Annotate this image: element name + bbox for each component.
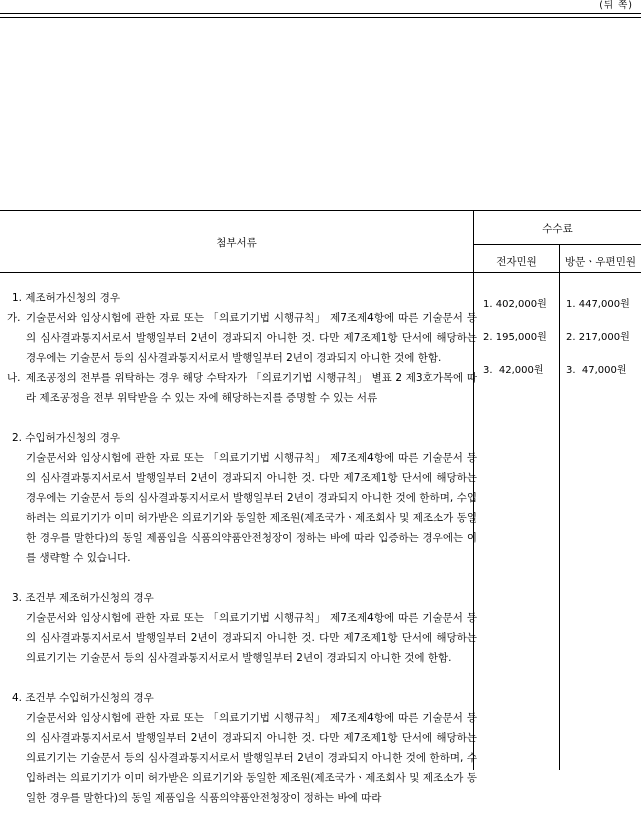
section-text: 기술문서와 임상시험에 관한 자료 또는 「의료기기법 시행규칙」 제7조제4항에 따른 기술문서 등의 심사결과통지서로서 발행일부터 2년이 경과되지 아니한 것. 다만 제7조제1항 단서에 해당하는 의료기기는 기술문서 등의 심사결과통지서로서 발행일부터 2년이 경과되지 아니한 것에 한하며, 수입하려는 의료기기가 이미 허가받은 의료기기와 동일한 제조원(제조국가ㆍ제조회사 및 제조소가 동일한 경우를 말한다)의 동일 제품임을 식품의약품안전청장이 정하는 바에 따라 xyxy=(26,712,477,804)
header-documents: 첨부서류 xyxy=(216,237,257,249)
fee-electronic-2: 2. 195,000원 xyxy=(483,332,547,343)
header-bottom-border xyxy=(0,272,641,273)
attachments-fee-table xyxy=(0,210,641,804)
section-text: 기술문서와 임상시험에 관한 자료 또는 「의료기기법 시행규칙」 제7조제4항에 따른 기술문서 등의 심사결과통지서로서 발행일부터 2년이 경과되지 아니한 것. 다만 제7조제1항 단서에 해당하는 의료기기는 기술문서 등의 심사결과통지서로서 발행일부터 2년이 경과되지 아니한 것에 한함. xyxy=(26,612,477,664)
section-conditional-import xyxy=(12,688,477,808)
fee-visit-1: 1. 447,000원 xyxy=(566,299,630,310)
fee-header-divider xyxy=(473,244,641,245)
header-electronic: 전자민원 xyxy=(496,256,537,268)
list-item xyxy=(7,368,477,408)
header-fee: 수수료 xyxy=(542,223,573,235)
fee-electronic-1: 1. 402,000원 xyxy=(483,299,547,310)
section-title: 1. 제조허가신청의 경우 xyxy=(12,292,120,304)
top-double-rule xyxy=(0,13,641,18)
fee-visit-2: 2. 217,000원 xyxy=(566,332,630,343)
section-title: 3. 조건부 제조허가신청의 경우 xyxy=(12,592,154,604)
section-text: 기술문서와 임상시험에 관한 자료 또는 「의료기기법 시행규칙」 제7조제4항에 따른 기술문서 등의 심사결과통지서로서 발행일부터 2년이 경과되지 아니한 것. 다만 제7조제1항 단서에 해당하는 경우에는 기술문서 등의 심사결과통지서로서 발행일부터 2년이 경과되지 아니한 것에 한하며, 수입하려는 의료기기가 이미 허가받은 의료기기와 동일한 제조원(제조국가ㆍ제조회사 및 제조소가 동일한 경우를 말한다)의 동일 제품임을 식품의약품안전청장이 정하는 바에 따라 입증하는 경우에는 이를 생략할 수 있습니다. xyxy=(26,452,477,564)
section-title: 2. 수입허가신청의 경우 xyxy=(12,432,120,444)
item-text: 제조공정의 전부를 위탁하는 경우 해당 수탁자가 「의료기기법 시행규칙」 별표 2 제3호가목에 따라 제조공정을 전부 위탁받을 수 있는 자에 해당하는지를 증명할 수 있는 서류 xyxy=(26,372,477,404)
list-item xyxy=(7,308,477,368)
fee-electronic-3: 3. 42,000원 xyxy=(483,365,544,376)
header-visit-mail: 방문ㆍ우편민원 xyxy=(564,256,636,268)
item-marker: 나. xyxy=(7,372,21,384)
section-import-permit xyxy=(12,428,477,568)
section-conditional-manufacture xyxy=(12,588,477,668)
page-side-label: (뒤 쪽) xyxy=(599,0,633,11)
item-marker: 가. xyxy=(7,312,21,324)
fee-visit-3: 3. 47,000원 xyxy=(566,365,627,376)
table-top-border xyxy=(0,210,641,211)
section-title: 4. 조건부 수입허가신청의 경우 xyxy=(12,692,154,704)
item-text: 기술문서와 임상시험에 관한 자료 또는 「의료기기법 시행규칙」 제7조제4항에 따른 기술문서 등의 심사결과통지서로서 발행일부터 2년이 경과되지 아니한 것. 다만 제7조제1항 단서에 해당하는 경우에는 기술문서 등의 심사결과통지서로서 발행일부터 2년이 경과되지 아니한 것에 한함. xyxy=(26,312,477,364)
section-manufacture-permit xyxy=(7,288,477,408)
fees-visit-mail xyxy=(566,277,630,398)
column-divider-fee xyxy=(559,244,560,770)
fees-electronic xyxy=(483,277,547,398)
attachment-list xyxy=(7,288,477,828)
